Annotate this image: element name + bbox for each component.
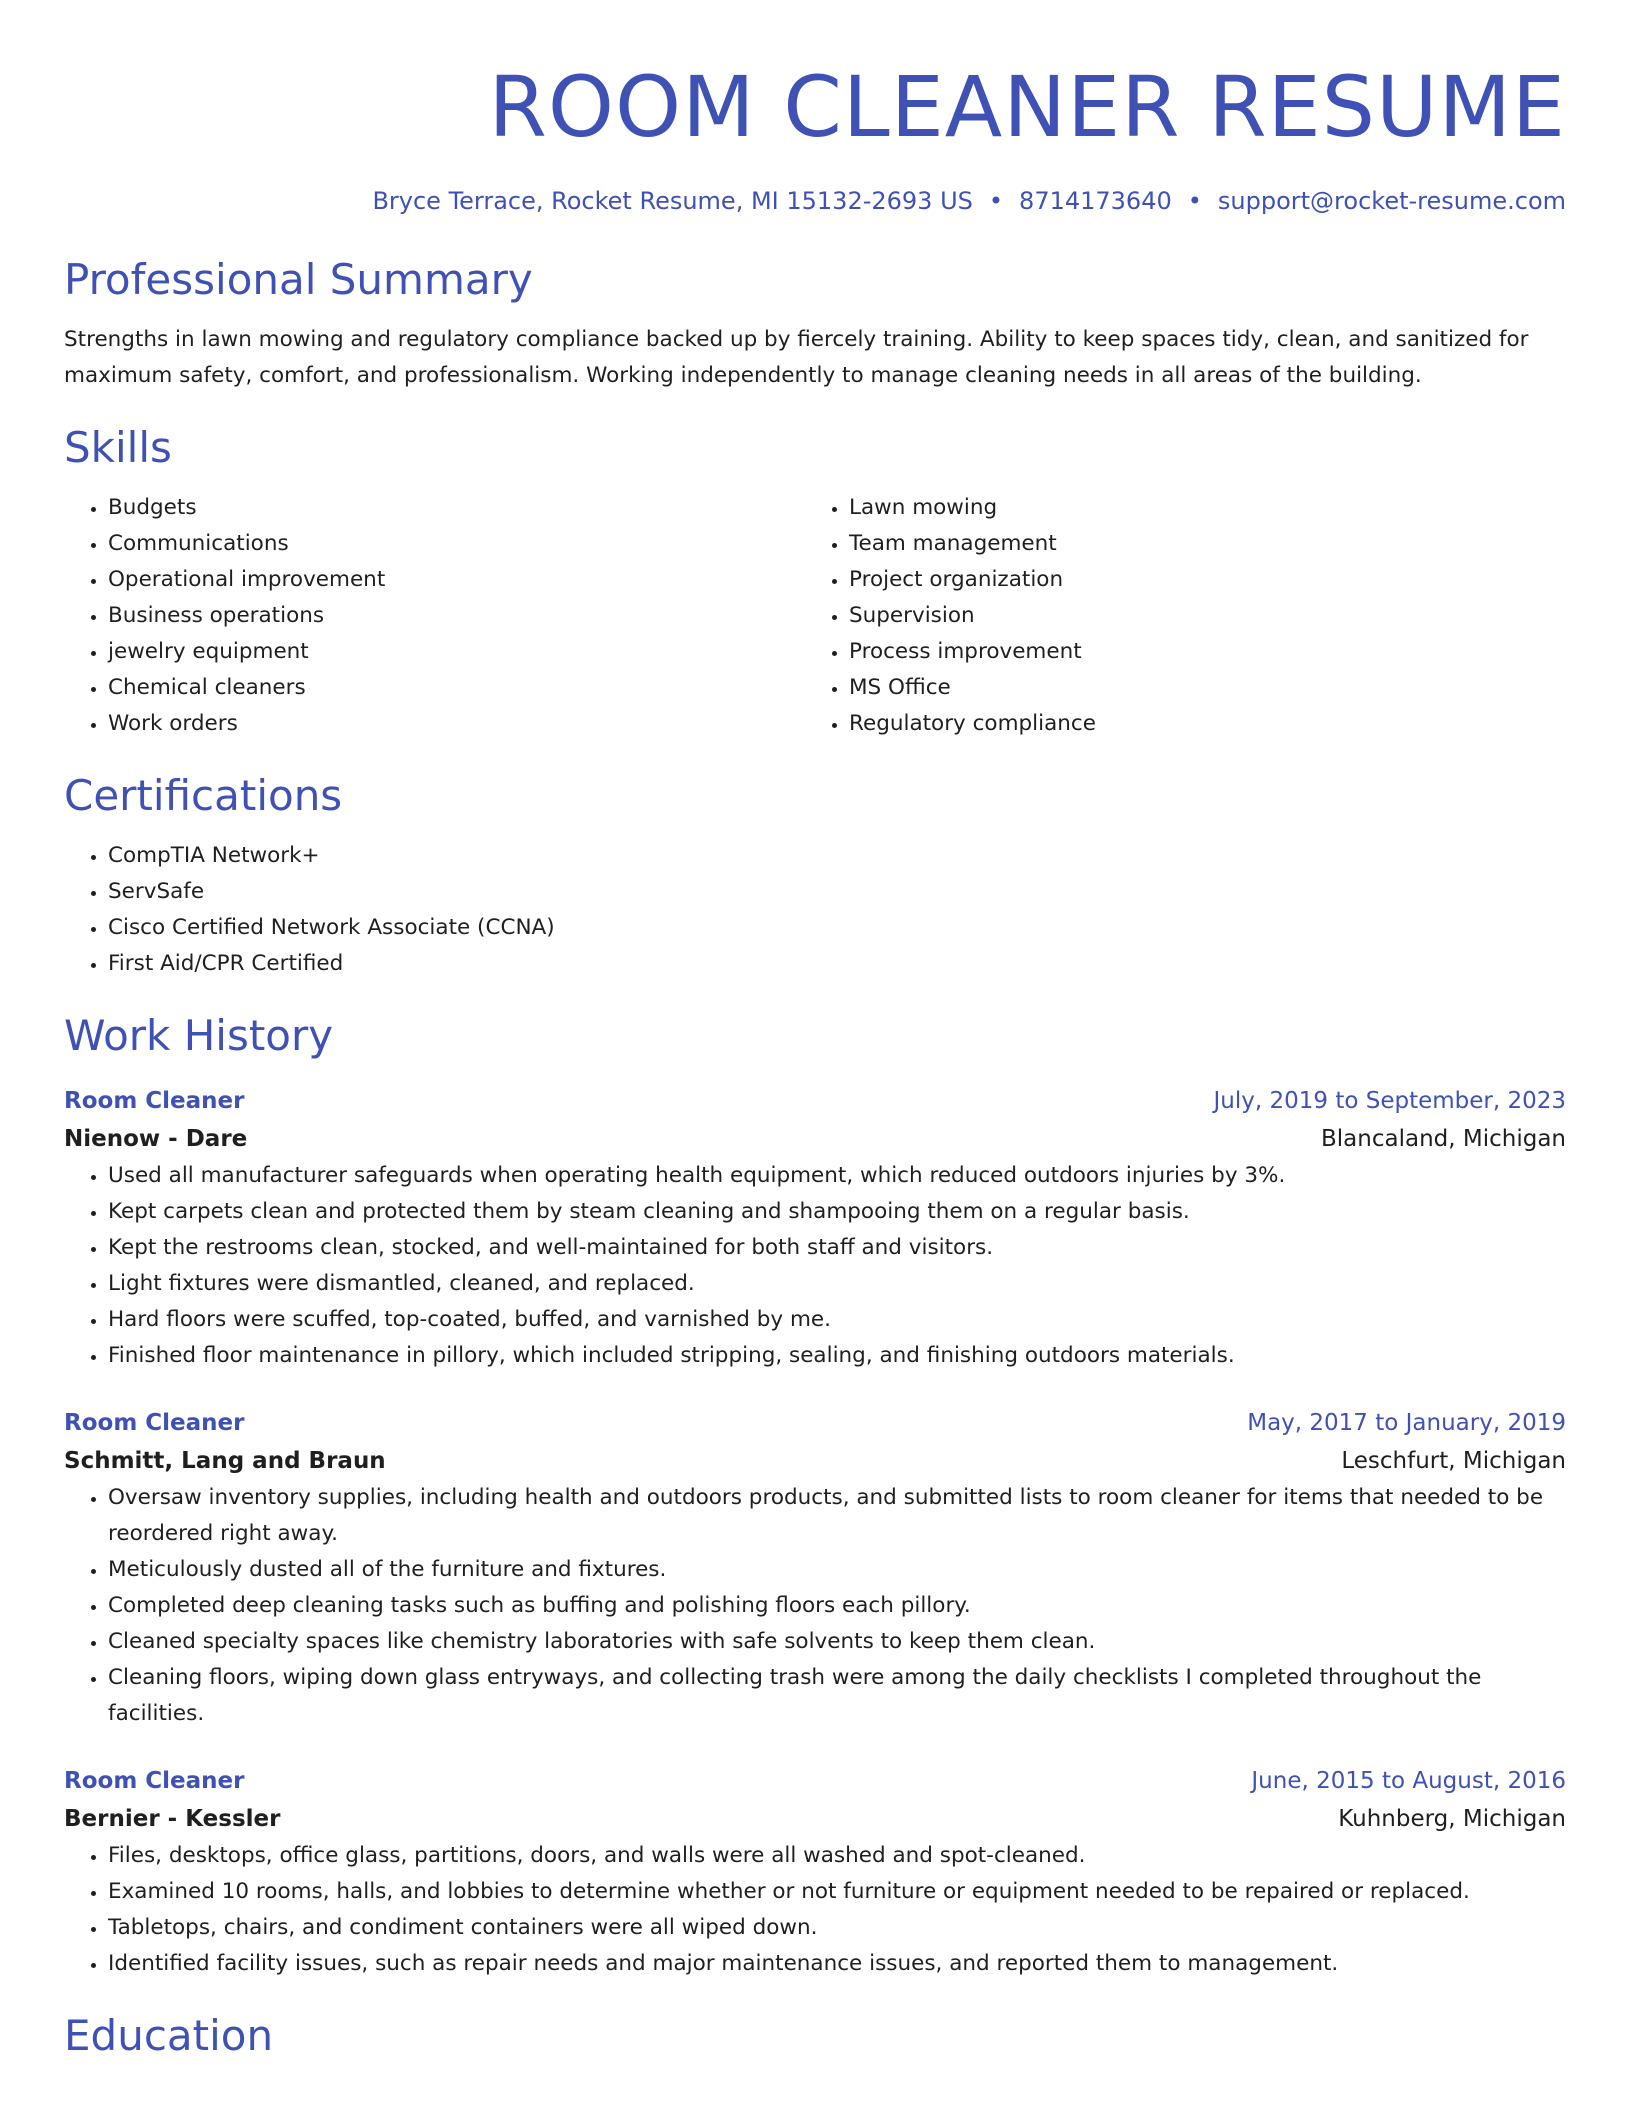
contact-separator: • [1187,187,1202,215]
job-duties-list [64,1480,1566,1732]
certification-item: • First Aid/CPR Certified [108,946,1566,982]
contact-address: Bryce Terrace, Rocket Resume, MI 15132-2693 US [372,187,973,215]
job-header-row [64,1762,1566,1800]
skill-item: • Operational improvement [108,562,805,598]
skills-column-right [805,490,1546,742]
skill-item: • jewelry equipment [108,634,805,670]
job-duty: • Used all manufacturer safeguards when operating health equipment, which reduced outdoors injuries by 3%. [108,1158,1566,1194]
skill-item: • Business operations [108,598,805,634]
job-duty: • Tabletops, chairs, and condiment containers were all wiped down. [108,1910,1566,1946]
job-duty: • Completed deep cleaning tasks such as buffing and polishing floors each pillory. [108,1588,1566,1624]
job-duty: • Kept carpets clean and protected them by steam cleaning and shampooing them on a regular basis. [108,1194,1566,1230]
job-duty: • Light fixtures were dismantled, cleaned, and replaced. [108,1266,1566,1302]
job-company: Schmitt, Lang and Braun [64,1448,386,1474]
summary-heading: Professional Summary [64,255,533,304]
skills-heading: Skills [64,423,172,472]
job-company: Nienow - Dare [64,1126,248,1152]
job-dates: June, 2015 to August, 2016 [1251,1768,1566,1794]
job-duties-list [64,1158,1566,1374]
certifications-list [64,838,1566,982]
skill-item: • Process improvement [849,634,1546,670]
contact-email[interactable]: support@rocket-resume.com [1217,187,1566,215]
job-duty: • Examined 10 rooms, halls, and lobbies to determine whether or not furniture or equipment needed to be repaired or replaced. [108,1874,1566,1910]
skill-item: • Chemical cleaners [108,670,805,706]
resume-title: ROOM CLEANER RESUME [488,58,1566,156]
job-location: Blancaland, Michigan [1321,1126,1566,1152]
skill-item: • Regulatory compliance [849,706,1546,742]
job-duty: • Finished floor maintenance in pillory, which included stripping, sealing, and finishing outdoors materials. [108,1338,1566,1374]
skills-grid [64,490,1566,742]
skills-list-right [805,490,1546,742]
job-title: Room Cleaner [64,1410,245,1436]
job-header-row [64,1082,1566,1120]
job-duty: • Cleaning floors, wiping down glass entryways, and collecting trash were among the daily checklists I completed throughout the facilities. [108,1660,1566,1732]
job-entry [64,1762,1566,1982]
job-header-row [64,1404,1566,1442]
summary-text: Strengths in lawn mowing and regulatory compliance backed up by fiercely training. Ability to keep spaces tidy, clean, and sanitized for maximum safety, comfort, and professionalism. Working independently to manage cleaning needs in all areas of the building. [64,327,1529,388]
job-duty: • Oversaw inventory supplies, including health and outdoors products, and submitted lists to room cleaner for items that needed to be reordered right away. [108,1480,1566,1552]
certifications-section [64,768,1566,982]
certification-item: • ServSafe [108,874,1566,910]
contact-phone: 8714173640 [1019,187,1172,215]
job-duty: • Identified facility issues, such as repair needs and major maintenance issues, and reported them to management. [108,1946,1566,1982]
job-title: Room Cleaner [64,1088,245,1114]
job-duty: • Hard floors were scuffed, top-coated, buffed, and varnished by me. [108,1302,1566,1338]
skills-list-left [64,490,805,742]
work-history-heading: Work History [64,1011,334,1060]
skills-section [64,420,1566,742]
skills-column-left [64,490,805,742]
skill-item: • MS Office [849,670,1546,706]
contact-line [64,184,1566,218]
skill-item: • Budgets [108,490,805,526]
summary-section [64,252,1566,394]
job-dates: July, 2019 to September, 2023 [1213,1088,1566,1114]
skill-item: • Project organization [849,562,1546,598]
job-duties-list [64,1838,1566,1982]
contact-separator: • [988,187,1004,215]
job-location: Leschfurt, Michigan [1341,1448,1566,1474]
job-employer-row [64,1120,1566,1158]
job-duty: • Files, desktops, office glass, partitions, doors, and walls were all washed and spot-cleaned. [108,1838,1566,1874]
education-section [64,2008,1566,2064]
work-history-section [64,1008,1566,1982]
skill-item: • Supervision [849,598,1546,634]
job-title: Room Cleaner [64,1768,245,1794]
job-dates: May, 2017 to January, 2019 [1247,1410,1566,1436]
job-location: Kuhnberg, Michigan [1338,1806,1566,1832]
certification-item: • Cisco Certified Network Associate (CCNA) [108,910,1566,946]
education-heading: Education [64,2011,274,2060]
job-employer-row [64,1442,1566,1480]
job-entry [64,1082,1566,1374]
job-duty: • Meticulously dusted all of the furniture and fixtures. [108,1552,1566,1588]
certifications-heading: Certifications [64,771,343,820]
job-company: Bernier - Kessler [64,1806,281,1832]
skill-item: • Communications [108,526,805,562]
job-employer-row [64,1800,1566,1838]
job-duty: • Cleaned specialty spaces like chemistry laboratories with safe solvents to keep them clean. [108,1624,1566,1660]
job-entry [64,1404,1566,1732]
certification-item: • CompTIA Network+ [108,838,1566,874]
skill-item: • Lawn mowing [849,490,1546,526]
skill-item: • Team management [849,526,1546,562]
skill-item: • Work orders [108,706,805,742]
job-duty: • Kept the restrooms clean, stocked, and well-maintained for both staff and visitors. [108,1230,1566,1266]
resume-page [64,0,1566,2064]
